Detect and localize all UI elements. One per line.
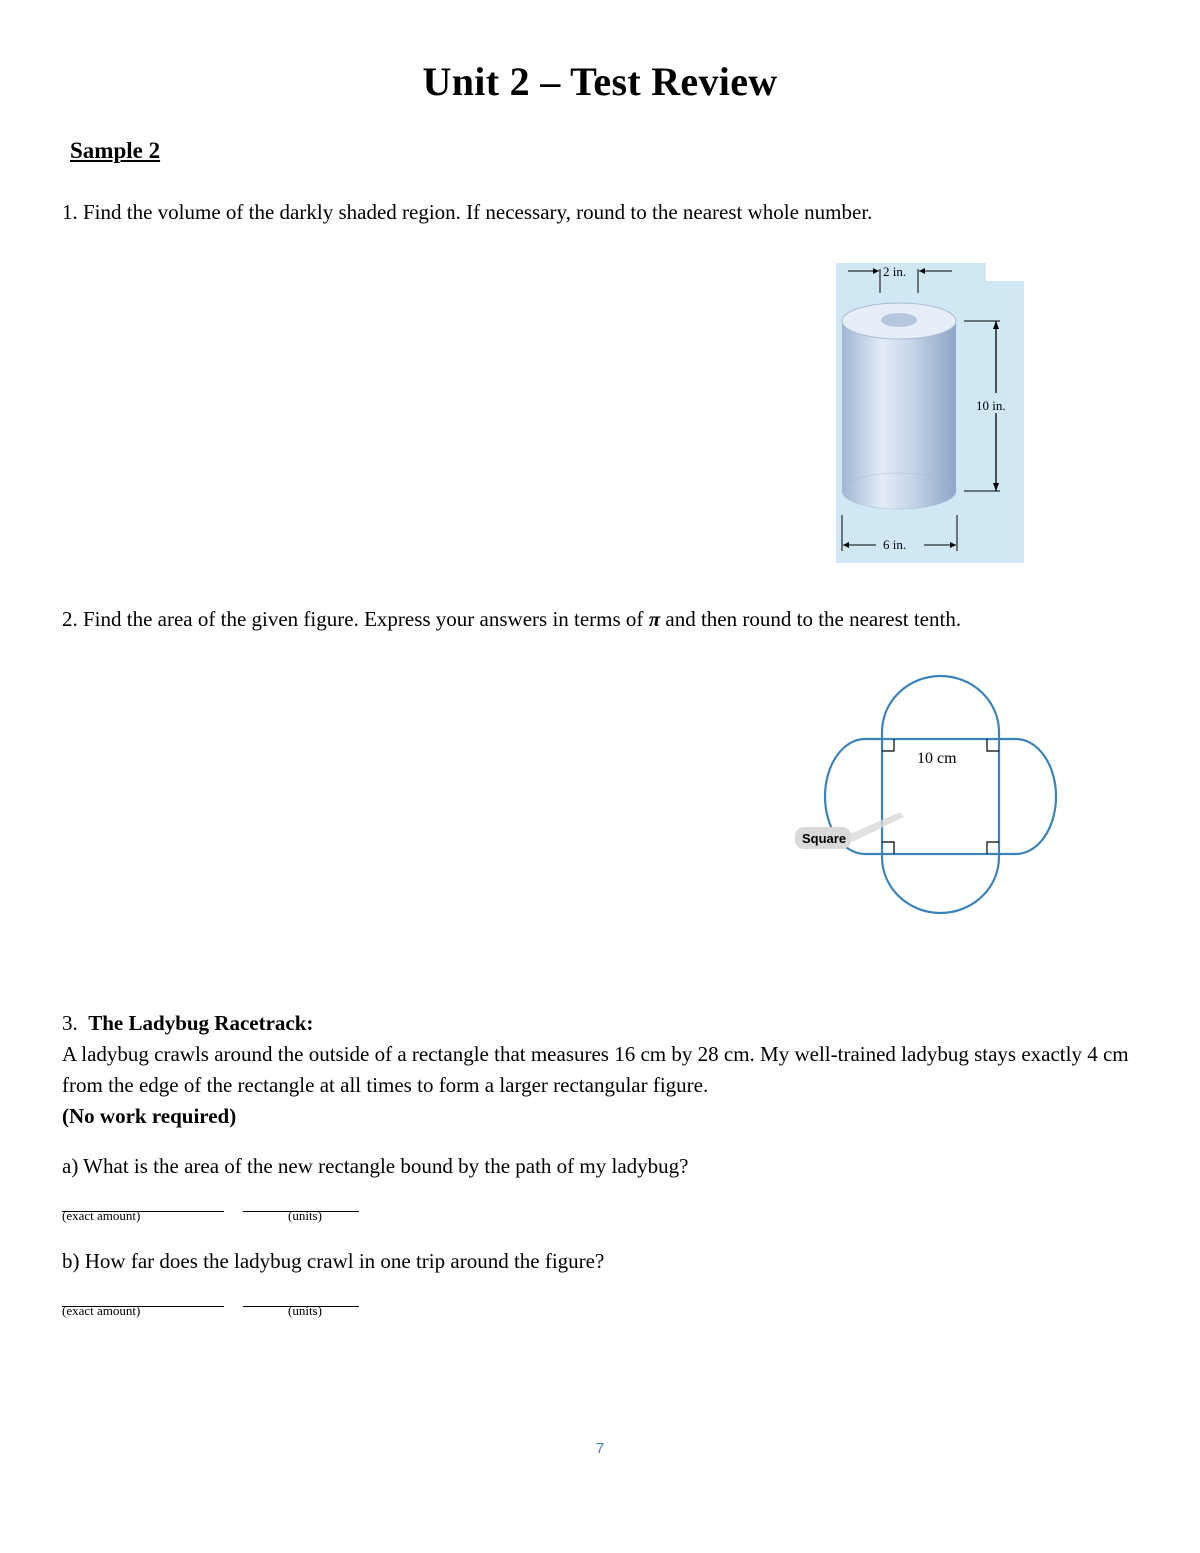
cylinder-figure [836,263,1024,563]
question-3-number: 3. [62,1011,78,1035]
page-title: Unit 2 – Test Review [422,59,778,104]
sample-heading: Sample 2 [70,138,161,163]
bottom-dimension-label: 6 in. [883,537,907,552]
part-a-amount-label: (exact amount) [62,1208,141,1223]
top-dimension-label: 2 in. [883,264,907,279]
question-3 [62,1008,1162,1319]
page-number: 7 [595,1440,605,1457]
cylinder-hole [881,313,917,327]
right-dimension-label: 10 in. [976,398,1006,413]
square-callout-label: Square [802,831,847,846]
question-1-text: 1. Find the volume of the darkly shaded region. If necessary, round to the nearest whole number. [62,200,873,224]
question-3-body: A ladybug crawls around the outside of a rectangle that measures 16 cm by 28 cm. My well-trained ladybug stays exactly 4 cm from the edge of the rectangle at all times to form a larger rectangular figure. [62,1042,1129,1097]
question-3-heading: The Ladybug Racetrack: [88,1011,314,1035]
top-semicircle [882,676,999,739]
question-2-text-start: 2. Find the area of the given figure. Express your answers in terms of [62,607,649,631]
part-b-units-label: (units) [288,1303,322,1318]
part-a-answer-labels [62,1208,1162,1224]
question-2-text [62,604,961,635]
part-a-question: a) What is the area of the new rectangle bound by the path of my ladybug? [62,1154,689,1178]
question-3-heading-line [62,1008,1162,1039]
part-b-answer-labels [62,1303,1162,1319]
question-2-text-end: and then round to the nearest tenth. [660,607,962,631]
question-3-note: (No work required) [62,1104,237,1128]
right-semicircle [999,739,1056,854]
bottom-semicircle [882,854,999,913]
square-semicircles-figure [790,672,1070,922]
part-b-question: b) How far does the ladybug crawl in one trip around the figure? [62,1249,605,1273]
pi-symbol: π [648,607,661,631]
square-side-label: 10 cm [917,750,957,767]
part-b-answer-lines [62,1289,1162,1303]
cylinder-body [842,321,956,509]
part-a-units-label: (units) [288,1208,322,1223]
part-a-answer-lines [62,1194,1162,1208]
part-b-amount-label: (exact amount) [62,1303,141,1318]
